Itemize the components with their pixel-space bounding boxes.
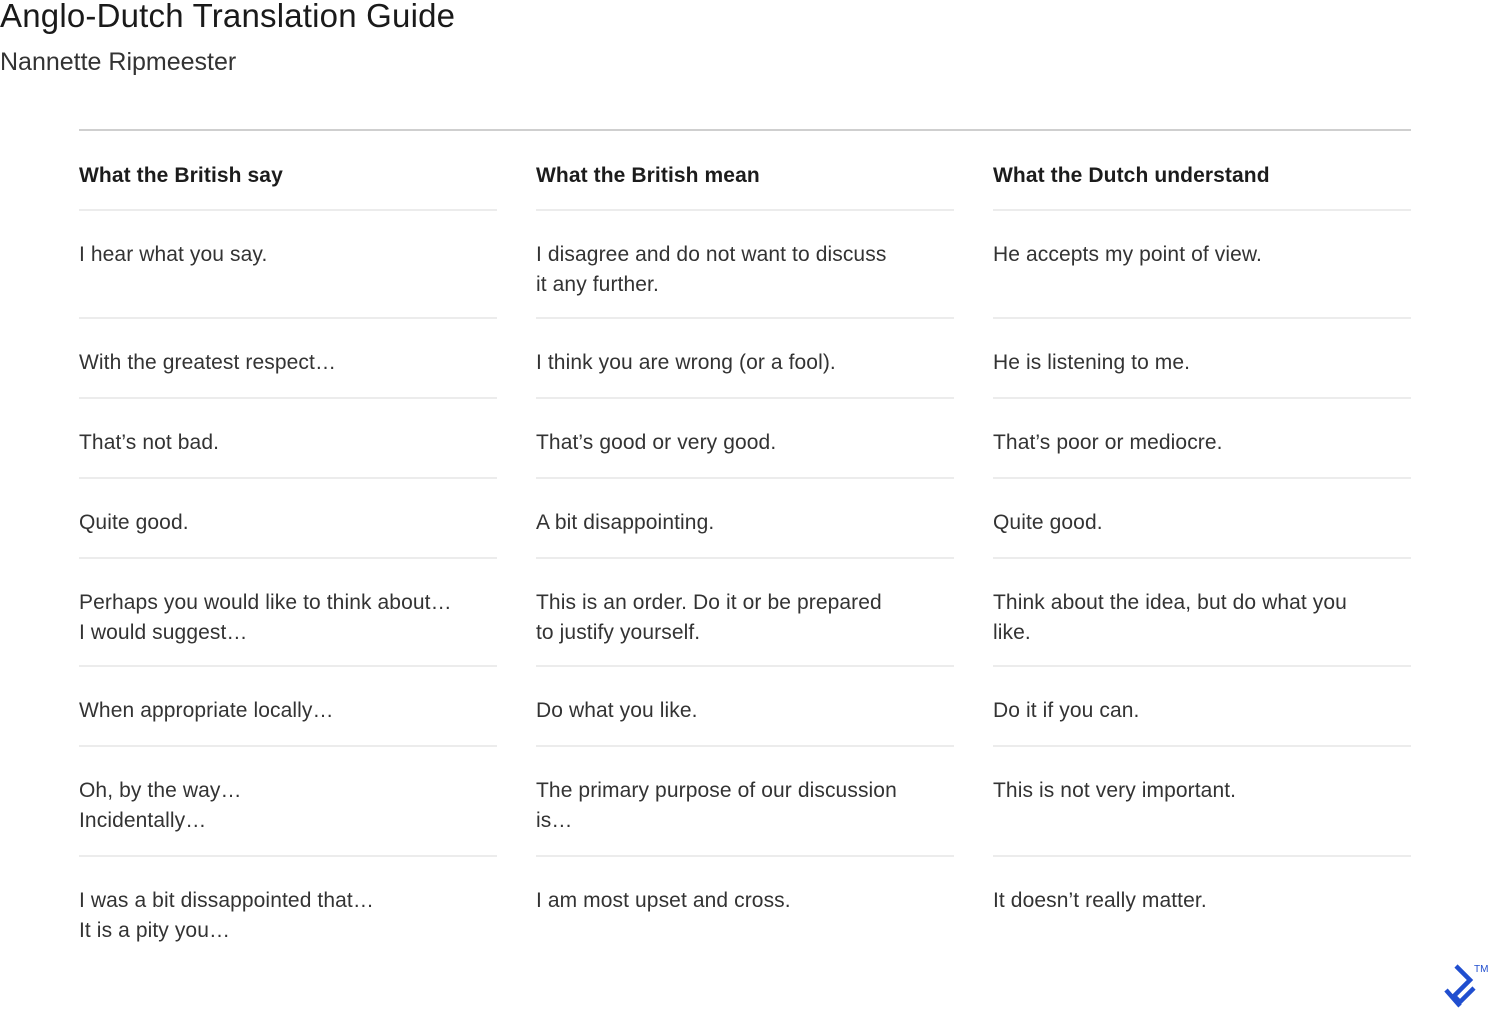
table-row [79, 747, 1411, 857]
table-cell: I hear what you say. [79, 243, 268, 266]
table-row [79, 857, 1411, 967]
table-row [79, 479, 1411, 559]
table-row [79, 559, 1411, 667]
table-cell: I was a bit dissappointed that… It is a pity you… [79, 889, 374, 942]
table-cell: When appropriate locally… [79, 699, 334, 722]
table-cell: Perhaps you would like to think about… I would suggest… [79, 591, 452, 644]
table-cell: It doesn’t really matter. [993, 889, 1207, 912]
table-cell: That’s not bad. [79, 431, 220, 454]
table-cell: Quite good. [79, 511, 189, 534]
table-cell: Do what you like. [536, 699, 698, 722]
table-row [79, 399, 1411, 479]
table-cell: I think you are wrong (or a fool). [536, 351, 836, 374]
column-header: What the Dutch understand [993, 164, 1270, 187]
table-cell: He is listening to me. [993, 351, 1191, 374]
table-row [79, 667, 1411, 747]
table-row [79, 319, 1411, 399]
author-name: Nannette Ripmeester [0, 48, 237, 76]
translation-table [79, 129, 1411, 967]
table-cell: That’s poor or mediocre. [993, 431, 1223, 454]
column-header: What the British say [79, 164, 283, 187]
trademark-label: TM [1474, 964, 1489, 975]
table-cell: Quite good. [993, 511, 1103, 534]
table-cell: This is not very important. [993, 779, 1237, 802]
table-grid [79, 131, 1411, 967]
table-cell: This is an order. Do it or be prepared to justify yourself. [536, 591, 882, 644]
table-cell: With the greatest respect… [79, 351, 337, 374]
table-cell: I am most upset and cross. [536, 889, 791, 912]
table-cell: He accepts my point of view. [993, 243, 1262, 266]
table-cell: Oh, by the way… Incidentally… [79, 779, 242, 832]
table-cell: A bit disappointing. [536, 511, 715, 534]
toptal-logo-icon [1440, 960, 1490, 1012]
column-header: What the British mean [536, 164, 760, 187]
table-cell: Do it if you can. [993, 699, 1140, 722]
table-cell: Think about the idea, but do what you like. [993, 591, 1347, 644]
table-cell: The primary purpose of our discussion is… [536, 779, 897, 832]
table-header-row [79, 131, 1411, 211]
page-title: Anglo-Dutch Translation Guide [0, 0, 456, 34]
table-cell: I disagree and do not want to discuss it any further. [536, 243, 887, 296]
table-cell: That’s good or very good. [536, 431, 777, 454]
table-row [79, 211, 1411, 319]
